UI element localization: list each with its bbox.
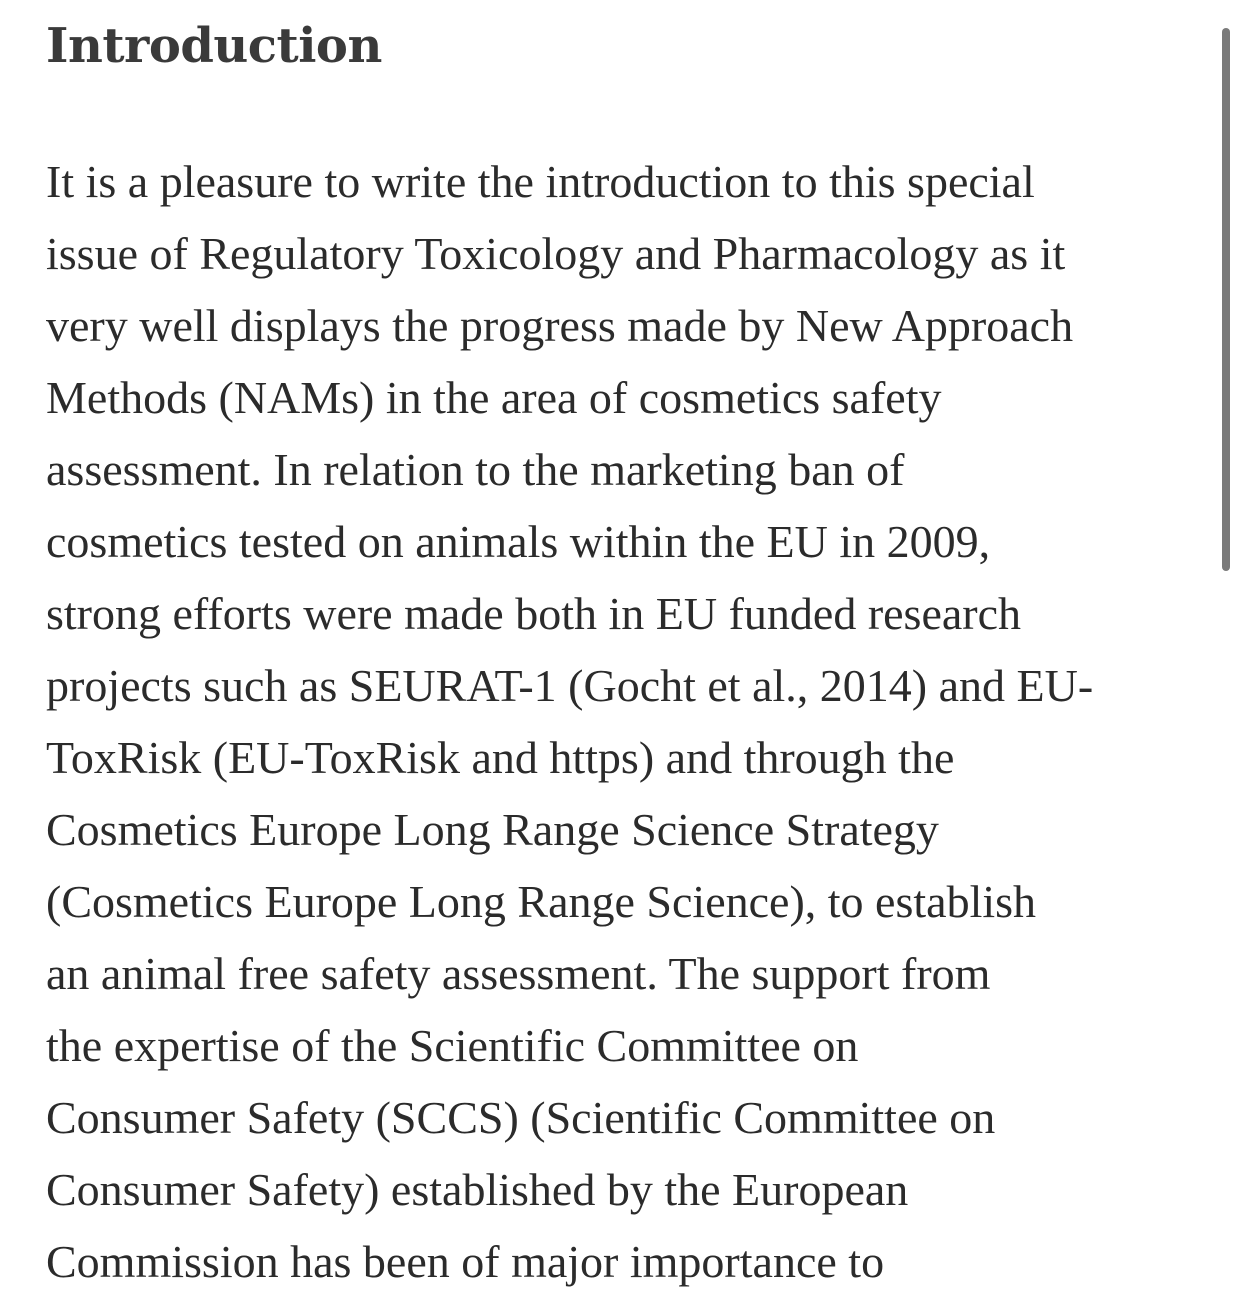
paragraph-line: strong efforts were made both in EU funded research <box>46 588 1022 639</box>
paragraph-line: an animal free safety assessment. The support from <box>46 948 991 999</box>
paragraph-line: Consumer Safety) established by the European <box>46 1164 909 1215</box>
paragraph-line: issue of Regulatory Toxicology and Pharmacology as it <box>46 228 1066 279</box>
vertical-scrollbar[interactable] <box>1222 28 1230 1228</box>
article-body <box>46 0 1186 1298</box>
paragraph-line: cosmetics tested on animals within the EU in 2009, <box>46 516 991 567</box>
paragraph-line: projects such as SEURAT-1 (Gocht et al., 2014) and EU- <box>46 660 1094 711</box>
paragraph-line: ToxRisk (EU-ToxRisk and https) and through the <box>46 732 955 783</box>
paragraph-line: Methods (NAMs) in the area of cosmetics safety <box>46 372 942 423</box>
paragraph-line: the expertise of the Scientific Committee on <box>46 1020 859 1071</box>
paragraph-line: Commission has been of major importance to <box>46 1236 885 1287</box>
paragraph-line: assessment. In relation to the marketing ban of <box>46 444 905 495</box>
scrollbar-thumb[interactable] <box>1222 28 1230 571</box>
paragraph-line: It is a pleasure to write the introduction to this special <box>46 156 1035 207</box>
section-heading: Introduction <box>46 18 382 74</box>
introduction-paragraph <box>46 146 1186 1298</box>
paragraph-line: (Cosmetics Europe Long Range Science), to establish <box>46 876 1037 927</box>
paragraph-line: very well displays the progress made by New Approach <box>46 300 1074 351</box>
paragraph-line: Cosmetics Europe Long Range Science Strategy <box>46 804 939 855</box>
paragraph-line: Consumer Safety (SCCS) (Scientific Committee on <box>46 1092 996 1143</box>
